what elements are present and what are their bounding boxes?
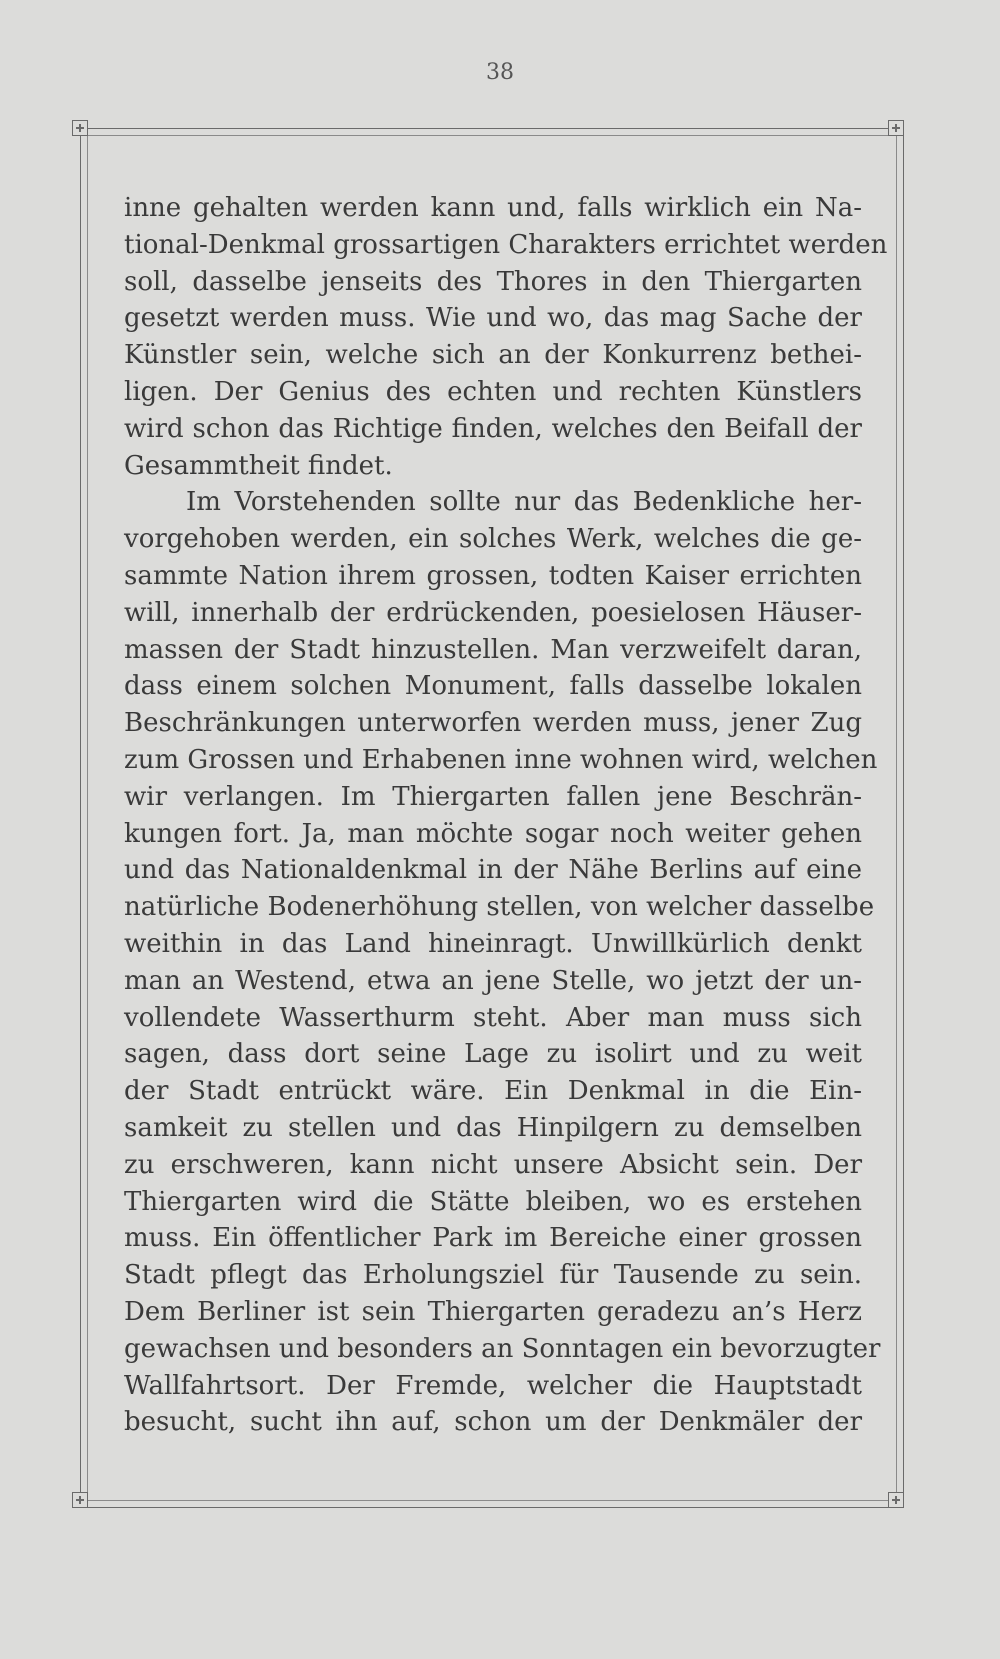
paragraph bbox=[124, 484, 881, 1441]
text-line: vorgehoben werden, ein solches Werk, welches die ge- bbox=[124, 524, 862, 555]
text-line: besucht, sucht ihn auf, schon um der Denkmäler der bbox=[124, 1407, 862, 1438]
corner-ornament-top-right bbox=[888, 120, 904, 136]
text-line: massen der Stadt hinzustellen. Man verzweifelt daran, bbox=[124, 634, 862, 665]
text-line: soll, dasselbe jenseits des Thores in den Thiergarten bbox=[124, 266, 862, 297]
text-line: dass einem solchen Monument, falls dasselbe lokalen bbox=[124, 671, 862, 702]
text-line: tional-Denkmal grossartigen Charakters errichtet werden bbox=[124, 229, 888, 260]
paragraph bbox=[124, 190, 888, 484]
text-line: gesetzt werden muss. Wie und wo, das mag Sache der bbox=[124, 303, 862, 334]
text-line: wir verlangen. Im Thiergarten fallen jene Beschrän- bbox=[124, 781, 862, 812]
text-line: sammte Nation ihrem grossen, todten Kaiser errichten bbox=[124, 560, 862, 591]
text-line: inne gehalten werden kann und, falls wirklich ein Na- bbox=[124, 193, 862, 223]
text-line: samkeit zu stellen und das Hinpilgern zu demselben bbox=[124, 1112, 862, 1143]
text-line: Thiergarten wird die Stätte bleiben, wo es erstehen bbox=[124, 1186, 862, 1217]
text-line: sagen, dass dort seine Lage zu isolirt und zu weit bbox=[124, 1039, 862, 1070]
text-line: natürliche Bodenerhöhung stellen, von welcher dasselbe bbox=[124, 892, 875, 923]
text-line: Künstler sein, welche sich an der Konkurrenz bethei- bbox=[124, 340, 862, 371]
text-line: Dem Berliner ist sein Thiergarten geradezu an’s Herz bbox=[124, 1296, 862, 1327]
text-line: wird schon das Richtige finden, welches den Beifall der bbox=[124, 413, 862, 444]
page-number: 38 bbox=[486, 60, 514, 85]
text-line: Wallfahrtsort. Der Fremde, welcher die Hauptstadt bbox=[124, 1370, 862, 1401]
text-line: will, innerhalb der erdrückenden, poesielosen Häuser- bbox=[124, 597, 862, 628]
text-line: und das Nationaldenkmal in der Nähe Berlins auf eine bbox=[124, 855, 862, 886]
text-line: vollendete Wasserthurm steht. Aber man muss sich bbox=[124, 1002, 862, 1033]
text-line: Beschränkungen unterworfen werden muss, jener Zug bbox=[124, 708, 862, 739]
text-line: muss. Ein öffentlicher Park im Bereiche einer grossen bbox=[124, 1223, 862, 1254]
text-line: ligen. Der Genius des echten und rechten Künstlers bbox=[124, 376, 862, 407]
text-line: Im Vorstehenden sollte nur das Bedenkliche her- bbox=[186, 487, 862, 518]
corner-ornament-bottom-left bbox=[72, 1492, 88, 1508]
text-line: kungen fort. Ja, man möchte sogar noch weiter gehen bbox=[124, 818, 862, 849]
corner-ornament-bottom-right bbox=[888, 1492, 904, 1508]
text-line: Gesammtheit findet. bbox=[124, 450, 393, 481]
body-text bbox=[124, 190, 888, 1441]
text-line: zum Grossen und Erhabenen inne wohnen wird, welchen bbox=[124, 744, 878, 775]
text-line: der Stadt entrückt wäre. Ein Denkmal in die Ein- bbox=[124, 1076, 862, 1107]
text-line: man an Westend, etwa an jene Stelle, wo jetzt der un- bbox=[124, 965, 862, 996]
corner-ornament-top-left bbox=[72, 120, 88, 136]
text-line: weithin in das Land hineinragt. Unwillkürlich denkt bbox=[124, 928, 862, 959]
text-line: zu erschweren, kann nicht unsere Absicht sein. Der bbox=[124, 1149, 862, 1180]
text-line: gewachsen und besonders an Sonntagen ein bevorzugter bbox=[124, 1333, 881, 1364]
text-line: Stadt pflegt das Erholungsziel für Tausende zu sein. bbox=[124, 1260, 862, 1291]
